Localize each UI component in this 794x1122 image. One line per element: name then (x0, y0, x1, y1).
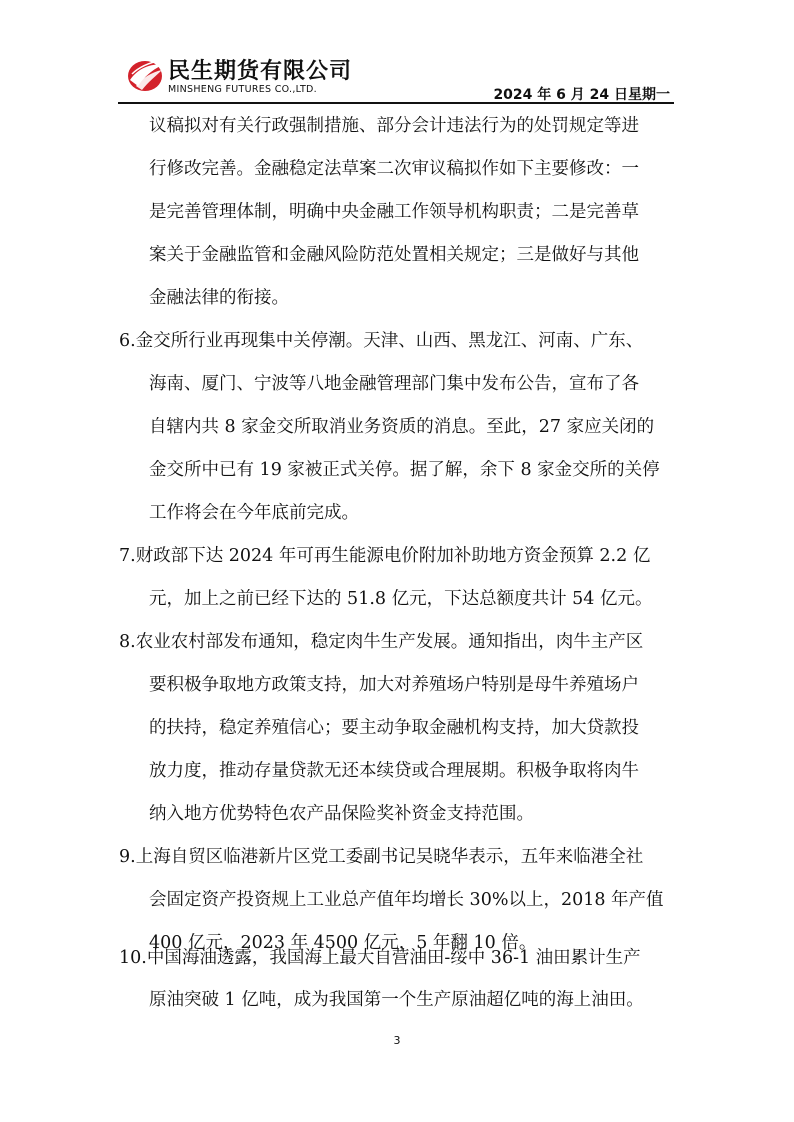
list-item-10: 10.中国海油透露，我国海上最大自营油田-绥中 36-1 油田累计生产 (119, 948, 641, 968)
text-line: 案关于金融监管和金融风险防范处置相关规定；三是做好与其他 (149, 245, 639, 265)
text-line: 会固定资产投资规上工业总产值年均增长 30%以上，2018 年产值 (149, 890, 664, 910)
list-item-6: 6.金交所行业再现集中关停潮。天津、山西、黑龙江、河南、广东、 (119, 331, 644, 351)
text-line: 金交所中已有 19 家被正式关停。据了解，余下 8 家金交所的关停 (149, 460, 660, 480)
list-item-8: 8.农业农村部发布通知，稳定肉牛生产发展。通知指出，肉牛主产区 (119, 632, 644, 652)
list-item-9: 9.上海自贸区临港新片区党工委副书记吴晓华表示，五年来临港全社 (119, 847, 644, 867)
company-logo (126, 54, 366, 102)
text-line: 是完善管理体制，明确中央金融工作领导机构职责；二是完善草 (149, 202, 639, 222)
text-line: 行修改完善。金融稳定法草案二次审议稿拟作如下主要修改：一 (149, 159, 639, 179)
header-divider (118, 102, 674, 104)
page-number: 3 (393, 1034, 401, 1047)
text-line: 自辖内共 8 家金交所取消业务资质的消息。至此，27 家应关闭的 (149, 417, 655, 437)
text-line: 的扶持，稳定养殖信心；要主动争取金融机构支持，加大贷款投 (149, 718, 639, 738)
text-line: 原油突破 1 亿吨，成为我国第一个生产原油超亿吨的海上油田。 (149, 990, 644, 1010)
company-name-cn: 民生期货有限公司 (168, 59, 353, 84)
minsheng-logo-icon (126, 56, 166, 94)
report-date: 2024 年 6 月 24 日星期一 (493, 87, 670, 103)
page-header (0, 0, 794, 110)
text-line: 元，加上之前已经下达的 51.8 亿元，下达总额度共计 54 亿元。 (149, 589, 653, 609)
text-line: 海南、厦门、宁波等八地金融管理部门集中发布公告，宣布了各 (149, 374, 639, 394)
text-line: 议稿拟对有关行政强制措施、部分会计违法行为的处罚规定等进 (149, 116, 639, 136)
text-line: 工作将会在今年底前完成。 (149, 503, 359, 523)
text-line: 金融法律的衔接。 (149, 288, 289, 308)
list-item-7: 7.财政部下达 2024 年可再生能源电价附加补助地方资金预算 2.2 亿 (119, 546, 651, 566)
text-line: 400 亿元，2023 年 4500 亿元，5 年翻 10 倍。 (149, 933, 537, 953)
text-line: 纳入地方优势特色农产品保险奖补资金支持范围。 (149, 804, 534, 824)
text-line: 要积极争取地方政策支持，加大对养殖场户特别是母牛养殖场户 (149, 675, 639, 695)
text-line: 放力度，推动存量贷款无还本续贷或合理展期。积极争取将肉牛 (149, 761, 639, 781)
company-name-en: MINSHENG FUTURES CO.,LTD. (168, 84, 317, 95)
